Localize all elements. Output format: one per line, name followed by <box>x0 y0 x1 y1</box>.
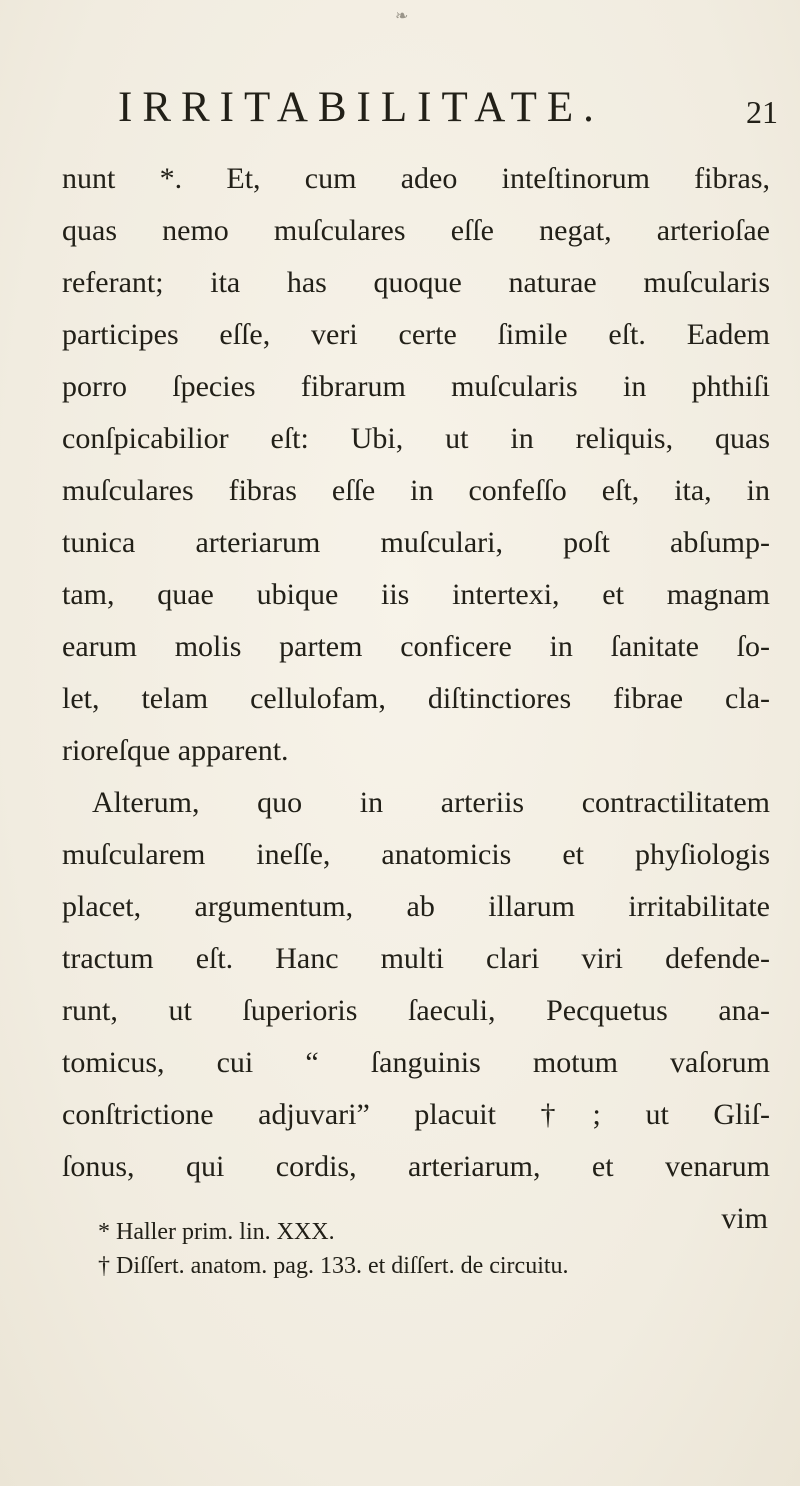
footnotes <box>98 1215 778 1283</box>
text-line: earum molis partem conficere in ſanitate ſo- <box>62 630 770 663</box>
top-ornament: ❧ <box>395 6 409 25</box>
text-line: muſculares fibras eſſe in confeſſo eſt, ita, in <box>62 474 770 507</box>
running-title: IRRITABILITATE. <box>118 84 604 131</box>
text-line: ſonus, qui cordis, arteriarum, et venarum <box>62 1150 770 1183</box>
footnote: * Haller prim. lin. XXX. <box>98 1219 335 1245</box>
text-line: conſpicabilior eſt: Ubi, ut in reliquis, quas <box>62 422 770 455</box>
text-line: participes eſſe, veri certe ſimile eſt. Eadem <box>62 318 770 351</box>
text-line: porro ſpecies fibrarum muſcularis in phthiſi <box>62 370 770 403</box>
text-line: tunica arteriarum muſculari, poſt abſump- <box>62 526 770 559</box>
body-text <box>62 153 770 1245</box>
text-line: let, telam cellulofam, diſtinctiores fibrae cla- <box>62 682 770 715</box>
paragraph-end-line: rioreſque apparent. <box>62 734 289 767</box>
text-line: referant; ita has quoque naturae muſcularis <box>62 266 770 299</box>
text-line: quas nemo muſculares eſſe negat, arterioſae <box>62 214 770 247</box>
text-line: tam, quae ubique iis intertexi, et magnam <box>62 578 770 611</box>
footnote: † Diſſert. anatom. pag. 133. et diſſert. de circuitu. <box>98 1253 569 1279</box>
text-line: conſtrictione adjuvari” placuit †; ut Gliſ- <box>62 1098 770 1131</box>
page-number: 21 <box>746 94 778 130</box>
text-line: nunt *. Et, cum adeo inteſtinorum fibras, <box>62 162 770 195</box>
paragraph-start-line: Alterum, quo in arteriis contractilitatem <box>92 786 770 819</box>
text-line: runt, ut ſuperioris ſaeculi, Pecquetus ana- <box>62 994 770 1027</box>
text-line: tomicus, cui “ ſanguinis motum vaſorum <box>62 1046 770 1079</box>
text-line: tractum eſt. Hanc multi clari viri defende- <box>62 942 770 975</box>
page-header <box>118 83 778 133</box>
text-line: placet, argumentum, ab illarum irritabilitate <box>62 890 770 923</box>
catchword: vim <box>721 1202 768 1235</box>
text-line: muſcularem ineſſe, anatomicis et phyſiologis <box>62 838 770 871</box>
